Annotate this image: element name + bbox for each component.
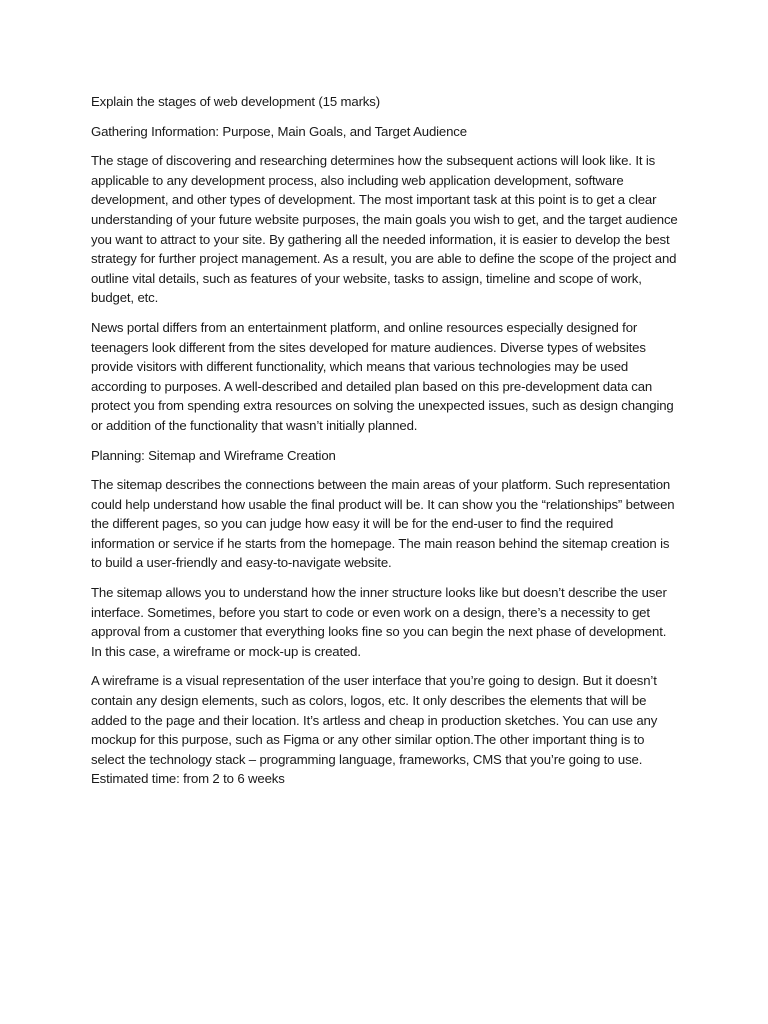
paragraph: The sitemap describes the connections between the main areas of your platform. Such representation could help understand how usable the final product will be. It can show you the “relationships” between the different pages, so you can judge how easy it will be for the end-user to find the required information or service if he starts from the homepage. The main reason behind the sitemap creation is to build a user-friendly and easy-to-navigate website. [91,477,675,571]
section-heading-gathering-information: Gathering Information: Purpose, Main Goals, and Target Audience [91,123,467,139]
paragraph: The sitemap allows you to understand how the inner structure looks like but doesn’t describe the user interface. Sometimes, before you start to code or even work on a design, there’s a necessity to get approval from a customer that everything looks fine so you can begin the next phase of development. In this case, a wireframe or mock-up is created. [91,585,667,659]
section-heading-planning: Planning: Sitemap and Wireframe Creation [91,447,336,463]
question-title: Explain the stages of web development (15 marks) [91,94,380,109]
paragraph: News portal differs from an entertainment platform, and online resources especially designed for teenagers look different from the sites developed for mature audiences. Diverse types of websites provide visitors with different functionality, which means that various technologies may be used according to purposes. A well-described and detailed plan based on this pre-development data can protect you from spending extra resources on solving the unexpected issues, such as design changing or addition of the functionality that wasn’t initially planned. [91,319,674,433]
paragraph: A wireframe is a visual representation of the user interface that you’re going to design. But it doesn’t contain any design elements, such as colors, logos, etc. It only describes the elements that will be added to the page and their location. It’s artless and cheap in production sketches. You can use any mockup for this purpose, such as Figma or any other similar option.The other important thing is to select the technology stack – programming language, frameworks, CMS that you’re going to use. Estimated time: from 2 to 6 weeks [91,673,658,787]
paragraph: The stage of discovering and researching determines how the subsequent actions will look like. It is applicable to any development process, also including web application development, software development, and other types of development. The most important task at this point is to get a clear understanding of your future website purposes, the main goals you wish to get, and the target audience you want to attract to your site. By gathering all the needed information, it is easier to develop the best strategy for further project management. As a result, you are able to define the scope of the project and outline vital details, such as features of your website, tasks to assign, timeline and scope of work, budget, etc. [91,153,678,306]
